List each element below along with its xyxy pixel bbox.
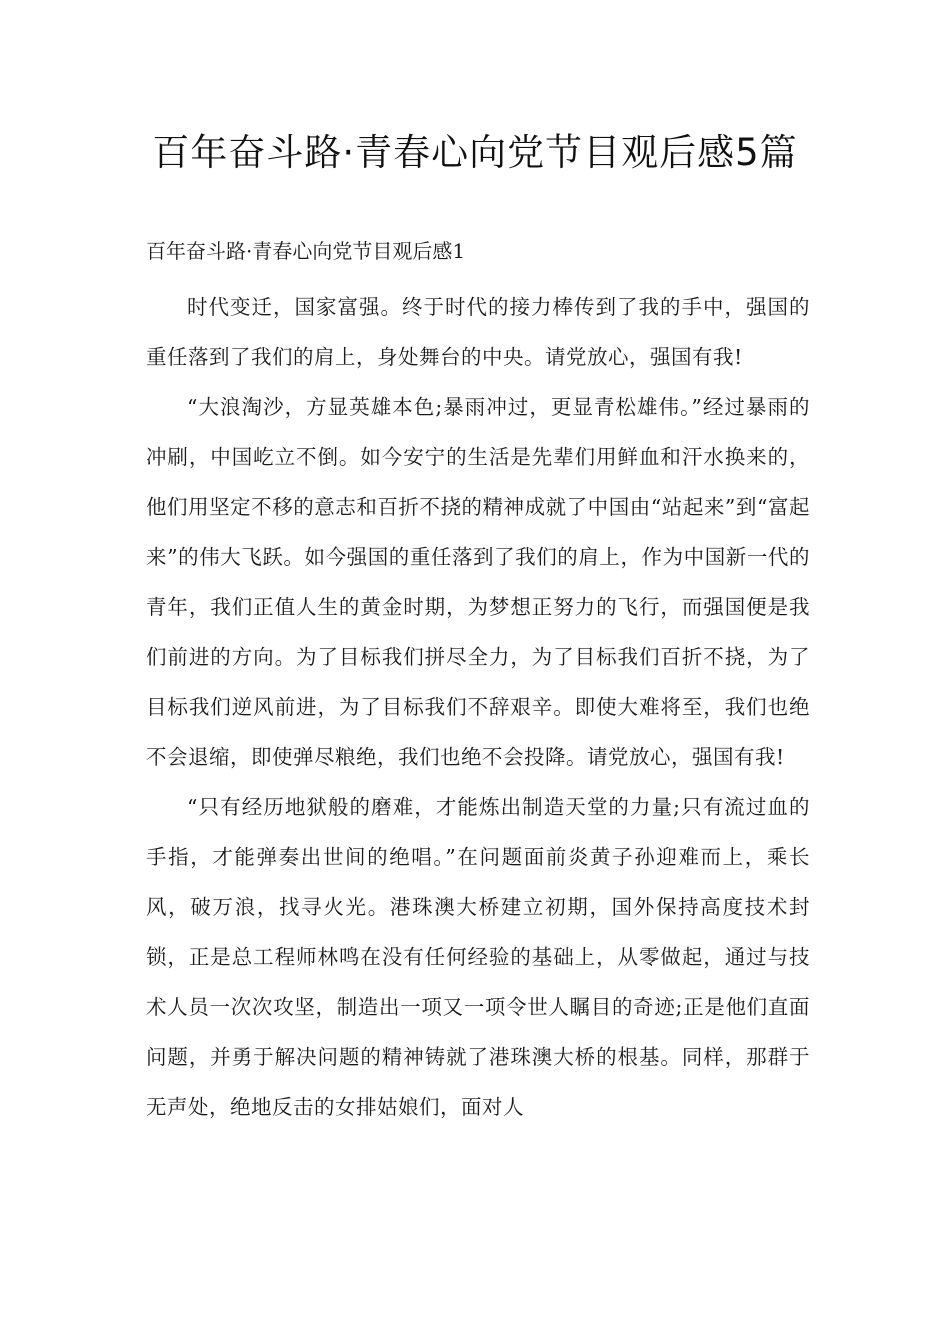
- section-heading: 百年奋斗路·青春心向党节目观后感1: [146, 239, 466, 263]
- paragraph-2: “大浪淘沙，方显英雄本色;暴雨冲过，更显青松雄伟。”经过暴雨的冲刷，中国屹立不倒。如今安宁的生活是先辈们用鲜血和汗水换来的，他们用坚定不移的意志和百折不挠的精神成就了中国由“站起来”到“富起来”的伟大飞跃。如今强国的重任落到了我们的肩上，作为中国新一代的青年，我们正值人生的黄金时期，为梦想正努力的飞行，而强国便是我们前进的方向。为了目标我们拼尽全力，为了目标我们百折不挠，为了目标我们逆风前进，为了目标我们不辞艰辛。即使大难将至，我们也绝不会退缩，即使弹尽粮绝，我们也绝不会投降。请党放心，强国有我!: [146, 395, 810, 769]
- document-body: [146, 282, 810, 1132]
- paragraph-1: 时代变迁，国家富强。终于时代的接力棒传到了我的手中，强国的重任落到了我们的肩上，身处舞台的中央。请党放心，强国有我!: [146, 295, 810, 369]
- paragraph-3: “只有经历地狱般的磨难，才能炼出制造天堂的力量;只有流过血的手指，才能弹奏出世间的绝唱。”在问题面前炎黄子孙迎难而上，乘长风，破万浪，找寻火光。港珠澳大桥建立初期，国外保持高度技术封锁，正是总工程师林鸣在没有任何经验的基础上，从零做起，通过与技术人员一次次攻坚，制造出一项又一项令世人瞩目的奇迹;正是他们直面问题，并勇于解决问题的精神铸就了港珠澳大桥的根基。同样，那群于无声处，绝地反击的女排姑娘们，面对人: [146, 795, 810, 1119]
- document-title: 百年奋斗路·青春心向党节目观后感5篇: [152, 131, 798, 174]
